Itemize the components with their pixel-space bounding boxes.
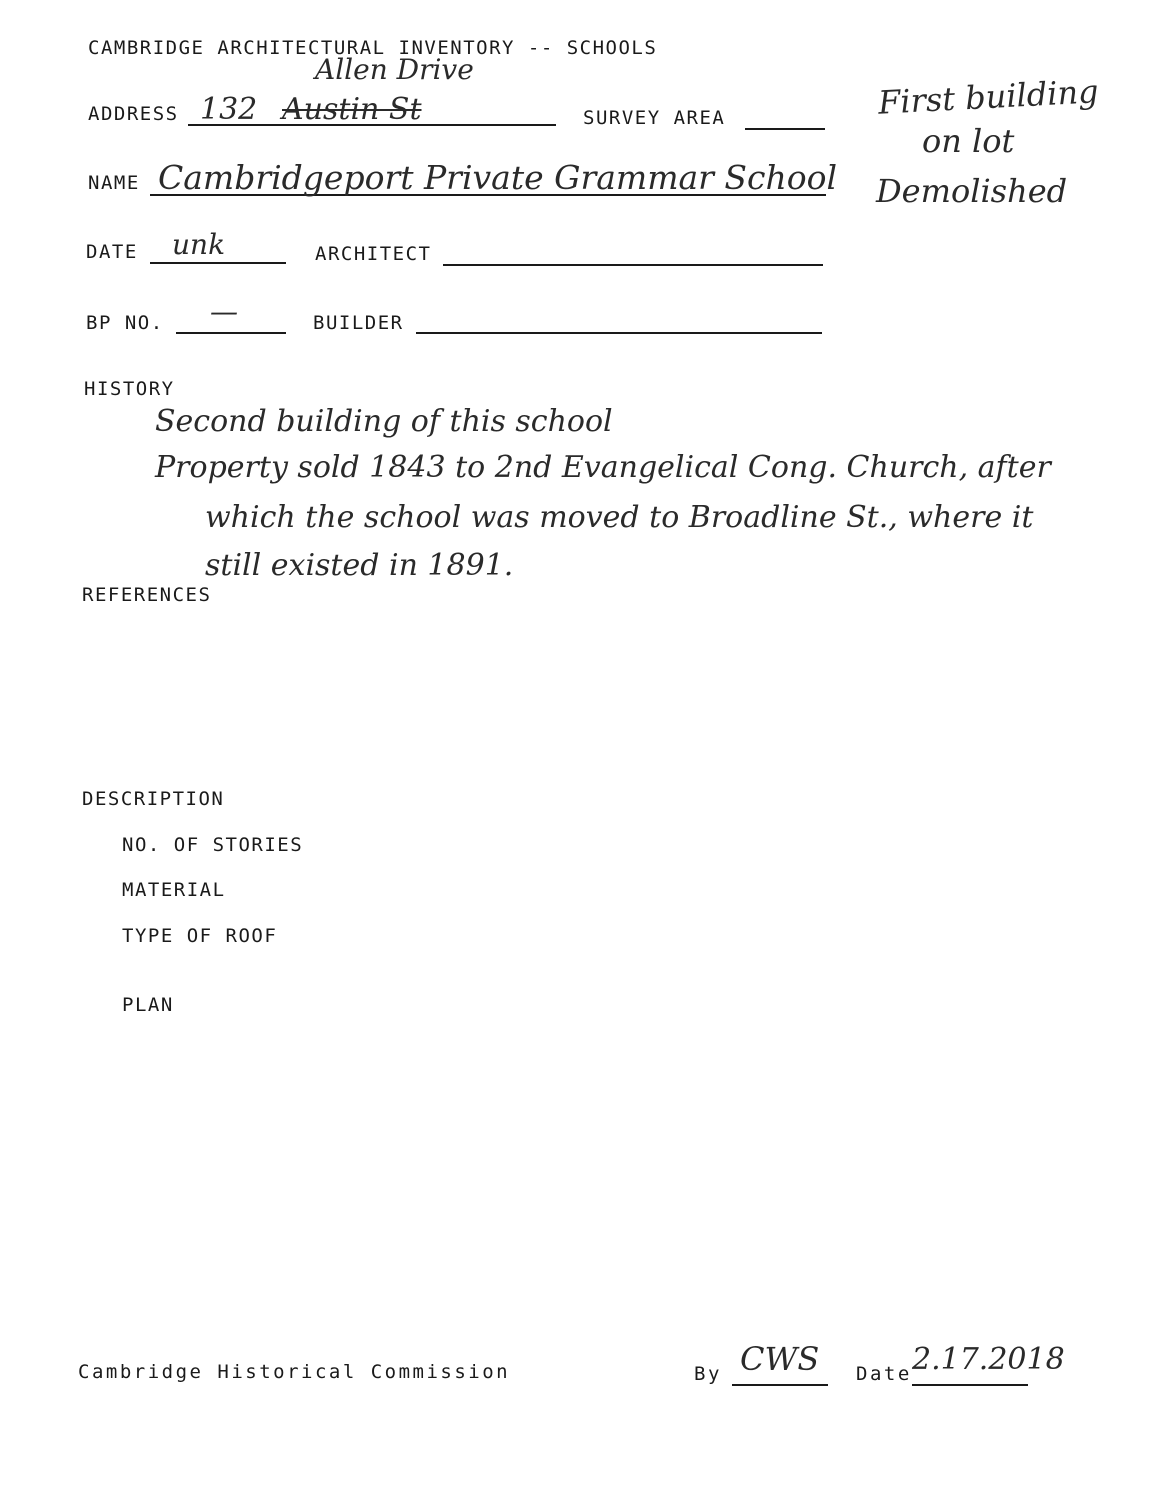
stories-label: NO. OF STORIES (122, 834, 304, 856)
builder-line (416, 332, 822, 334)
survey-area-label: SURVEY AREA (583, 107, 726, 129)
margin-note-on-lot: on lot (922, 122, 1015, 160)
by-value: CWS (740, 1340, 820, 1378)
history-line-2: Property sold 1843 to 2nd Evangelical Cong. Church, after (155, 450, 1051, 485)
date-label: DATE (86, 241, 138, 263)
references-label: REFERENCES (82, 584, 212, 606)
date-line (150, 262, 286, 264)
roof-label: TYPE OF ROOF (122, 925, 278, 947)
by-line (732, 1384, 828, 1386)
margin-note-demolished: Demolished (876, 172, 1068, 210)
address-number: 132 (200, 92, 258, 127)
architect-label: ARCHITECT (315, 243, 432, 265)
builder-label: BUILDER (313, 312, 404, 334)
history-line-4: still existed in 1891. (205, 548, 514, 583)
name-label: NAME (88, 172, 140, 194)
footer-date-label: Date (856, 1363, 912, 1385)
date-value: unk (172, 228, 226, 261)
address-correction: Allen Drive (315, 53, 474, 86)
bp-label: BP NO. (86, 312, 164, 334)
architect-line (443, 264, 823, 266)
name-value: Cambridgeport Private Grammar School (158, 158, 838, 197)
footer-date-value: 2.17.2018 (912, 1342, 1065, 1377)
margin-note-first-building: First building (877, 72, 1100, 122)
by-label: By (694, 1363, 722, 1385)
bp-line (176, 332, 286, 334)
bp-value: — (210, 295, 238, 328)
history-line-3: which the school was moved to Broadline St., where it (205, 500, 1034, 535)
commission-name: Cambridge Historical Commission (78, 1361, 511, 1383)
form-title: CAMBRIDGE ARCHITECTURAL INVENTORY -- SCHOOLS (88, 37, 658, 59)
address-label: ADDRESS (88, 103, 179, 125)
material-label: MATERIAL (122, 879, 226, 901)
description-label: DESCRIPTION (82, 788, 225, 810)
survey-area-line (745, 128, 825, 130)
address-struck: Austin St (282, 92, 422, 127)
footer-date-line (912, 1384, 1028, 1386)
history-line-1: Second building of this school (155, 404, 613, 439)
plan-label: PLAN (122, 994, 174, 1016)
history-label: HISTORY (84, 378, 175, 400)
